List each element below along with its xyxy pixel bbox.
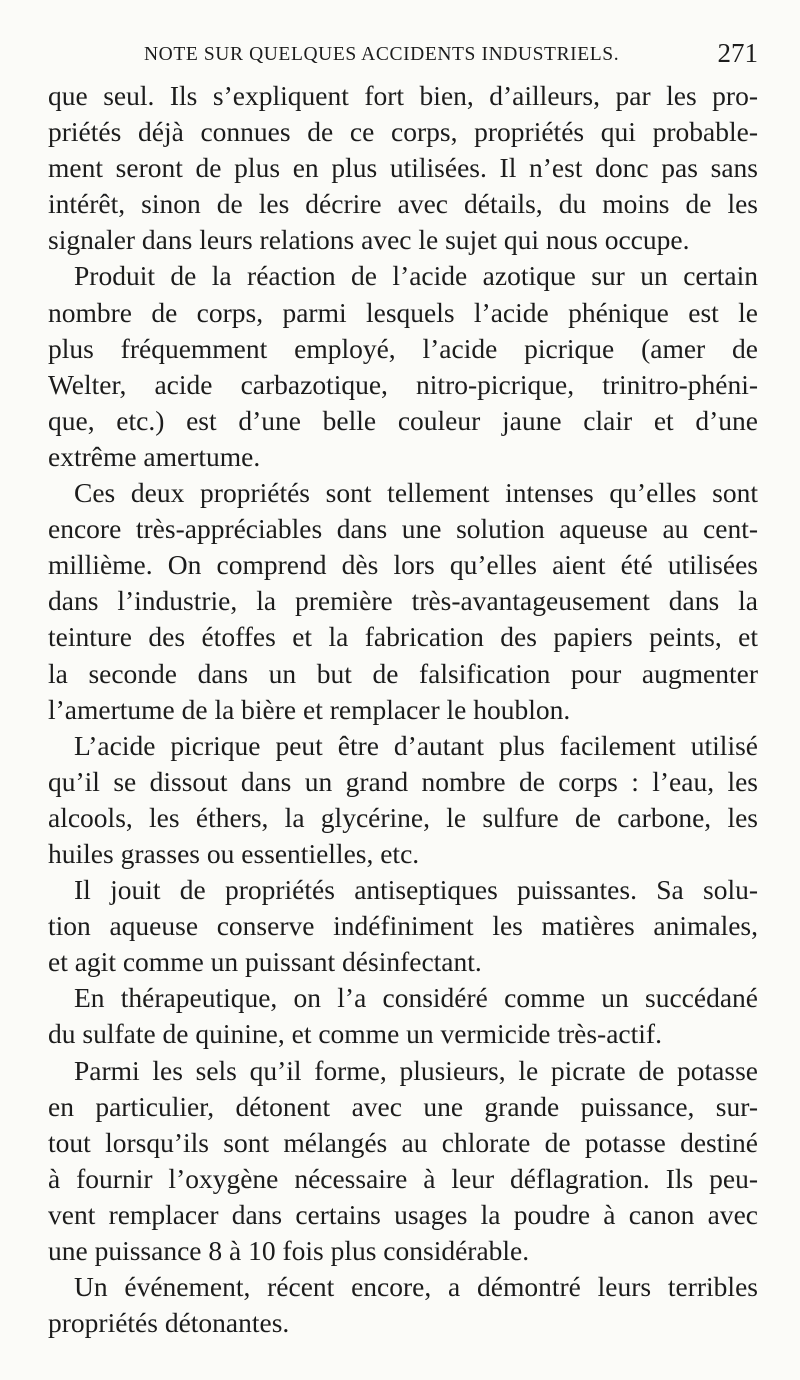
text-line: Welter, acide carbazotique, nitro-picrique, trinitro-phéni- (48, 368, 758, 400)
paragraph-4 (48, 728, 758, 872)
text-line: intérêt, sinon de les décrire avec détails, du moins de les (48, 188, 758, 220)
text-line: nombre de corps, parmi lesquels l’acide phénique est le (48, 296, 758, 328)
paragraph-3 (48, 475, 758, 728)
text-line: Ces deux propriétés sont tellement intenses qu’elles sont (74, 477, 758, 509)
text-line: En thérapeutique, on l’a considéré comme un succédané (74, 982, 758, 1014)
text-line: plus fréquemment employé, l’acide picrique (amer de (48, 332, 758, 364)
text-line: priétés déjà connues de ce corps, propriétés qui probable- (48, 116, 758, 148)
text-line: que seul. Ils s’expliquent fort bien, d’ailleurs, par les pro- (48, 80, 758, 111)
text-line: ment seront de plus en plus utilisées. Il n’est donc pas sans (48, 152, 758, 184)
text-line: et agit comme un puissant désinfectant. (48, 946, 482, 978)
text-line: teinture des étoffes et la fabrication des papiers peints, et (48, 621, 758, 653)
text-line: tion aqueuse conserve indéfiniment les matières animales, (48, 910, 758, 942)
text-line: extrême amertume. (48, 440, 261, 472)
text-line: qu’il se dissout dans un grand nombre de corps : l’eau, les (48, 765, 758, 797)
paragraph-1 (48, 78, 758, 258)
text-line: millième. On comprend dès lors qu’elles aient été utilisées (48, 549, 758, 581)
running-head (48, 38, 758, 74)
text-line: Un événement, récent encore, a démontré leurs terribles (74, 1271, 758, 1303)
text-line: une puissance 8 à 10 fois plus considérable. (48, 1235, 530, 1266)
text-line: Il jouit de propriétés antiseptiques puissantes. Sa solu- (74, 874, 758, 906)
text-line: l’amertume de la bière et remplacer le houblon. (48, 693, 571, 725)
text-line: huiles grasses ou essentielles, etc. (48, 837, 420, 869)
text-line: L’acide picrique peut être d’autant plus facilement utilisé (74, 729, 758, 761)
text-line: Produit de la réaction de l’acide azotique sur un certain (74, 260, 758, 292)
body-text (48, 78, 758, 1341)
text-line: que, etc.) est d’une belle couleur jaune clair et d’une (48, 404, 758, 436)
paragraph-8 (48, 1269, 758, 1341)
text-line: vent remplacer dans certains usages la poudre à canon avec (48, 1198, 758, 1230)
text-line: Parmi les sels qu’il forme, plusieurs, le picrate de potasse (74, 1054, 758, 1086)
paragraph-7 (48, 1053, 758, 1270)
text-line: du sulfate de quinine, et comme un vermicide très-actif. (48, 1018, 662, 1050)
text-line: signaler dans leurs relations avec le sujet qui nous occupe. (48, 224, 690, 256)
text-line: propriétés détonantes. (48, 1307, 290, 1339)
text-line: alcools, les éthers, la glycérine, le sulfure de carbone, les (48, 801, 758, 833)
paragraph-5 (48, 872, 758, 980)
text-line: la seconde dans un but de falsification pour augmenter (48, 657, 758, 689)
paragraph-2 (48, 258, 758, 475)
running-title: NOTE SUR QUELQUES ACCIDENTS INDUSTRIELS. (144, 44, 620, 65)
text-line: en particulier, détonent avec une grande puissance, sur- (48, 1090, 758, 1122)
page-number: 271 (717, 38, 758, 68)
text-line: tout lorsqu’ils sont mélangés au chlorate de potasse destiné (48, 1126, 758, 1158)
paragraph-6 (48, 980, 758, 1052)
text-line: dans l’industrie, la première très-avantageusement dans la (48, 585, 758, 617)
text-line: encore très-appréciables dans une solution aqueuse au cent- (48, 513, 758, 545)
text-line: à fournir l’oxygène nécessaire à leur déflagration. Ils peu- (48, 1162, 758, 1194)
